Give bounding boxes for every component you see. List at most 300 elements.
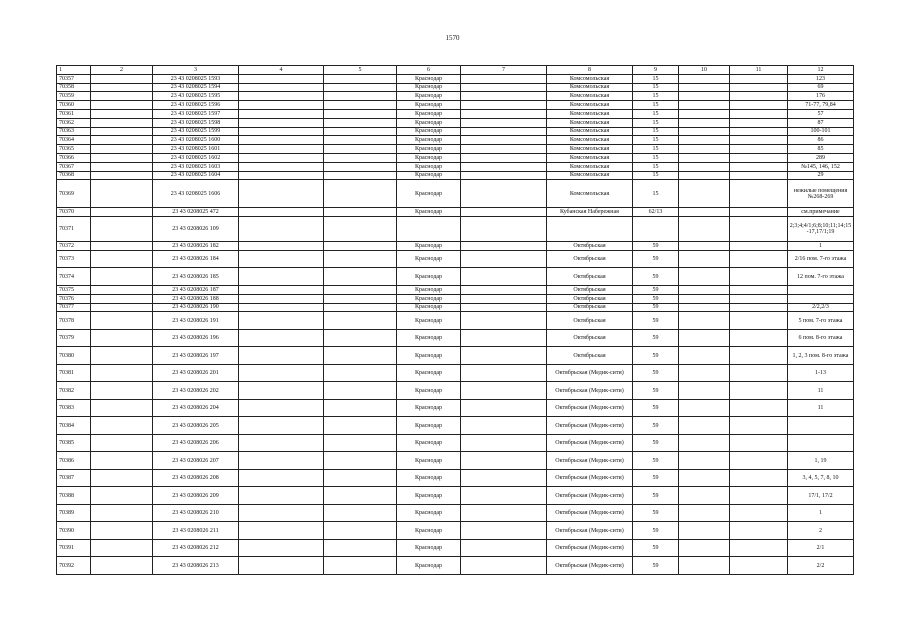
table-cell bbox=[239, 434, 324, 452]
register-table bbox=[56, 65, 854, 575]
table-cell bbox=[679, 364, 730, 382]
table-cell bbox=[461, 452, 547, 470]
table-cell bbox=[239, 417, 324, 435]
table-cell bbox=[324, 452, 397, 470]
table-cell: Краснодар bbox=[397, 101, 461, 110]
table-cell bbox=[397, 217, 461, 242]
table-cell: 23 43 0208026 187 bbox=[153, 285, 239, 294]
table-cell bbox=[730, 434, 788, 452]
table-cell: 29 bbox=[788, 171, 854, 180]
table-cell bbox=[91, 109, 153, 118]
table-cell bbox=[730, 452, 788, 470]
table-cell: 15 bbox=[633, 83, 679, 92]
table-cell: 15 bbox=[633, 180, 679, 208]
table-cell bbox=[91, 136, 153, 145]
table-cell: 59 bbox=[633, 452, 679, 470]
table-cell bbox=[679, 539, 730, 557]
table-cell bbox=[324, 217, 397, 242]
table-cell: 23 43 0208026 184 bbox=[153, 250, 239, 268]
table-cell bbox=[91, 83, 153, 92]
table-cell bbox=[324, 329, 397, 347]
table-cell: 59 bbox=[633, 539, 679, 557]
table-cell bbox=[239, 153, 324, 162]
table-cell: 70364 bbox=[57, 136, 91, 145]
table-cell: 289 bbox=[788, 153, 854, 162]
table-cell bbox=[730, 268, 788, 286]
table-cell bbox=[730, 74, 788, 83]
table-cell bbox=[461, 109, 547, 118]
table-cell bbox=[679, 522, 730, 540]
table-row bbox=[57, 312, 854, 330]
table-cell bbox=[461, 136, 547, 145]
table-cell bbox=[679, 294, 730, 303]
table-cell: 59 bbox=[633, 504, 679, 522]
table-cell: 70374 bbox=[57, 268, 91, 286]
table-cell: Комсомольская bbox=[547, 180, 633, 208]
table-cell: 70379 bbox=[57, 329, 91, 347]
table-cell: Комсомольская bbox=[547, 162, 633, 171]
table-cell: 59 bbox=[633, 303, 679, 312]
table-row bbox=[57, 162, 854, 171]
table-cell: Краснодар bbox=[397, 285, 461, 294]
table-cell bbox=[91, 382, 153, 400]
table-cell: Комсомольская bbox=[547, 145, 633, 154]
table-cell: Краснодар bbox=[397, 242, 461, 251]
table-row bbox=[57, 294, 854, 303]
table-cell bbox=[324, 83, 397, 92]
table-cell bbox=[461, 180, 547, 208]
table-row bbox=[57, 364, 854, 382]
table-row bbox=[57, 136, 854, 145]
table-cell: 2 bbox=[788, 522, 854, 540]
table-cell bbox=[91, 417, 153, 435]
table-row bbox=[57, 382, 854, 400]
table-cell: Октябрьская bbox=[547, 250, 633, 268]
table-cell: 70388 bbox=[57, 487, 91, 505]
table-cell bbox=[324, 504, 397, 522]
table-cell: 59 bbox=[633, 364, 679, 382]
table-cell bbox=[461, 382, 547, 400]
table-cell bbox=[461, 171, 547, 180]
table-cell bbox=[324, 136, 397, 145]
table-cell bbox=[324, 101, 397, 110]
table-cell bbox=[324, 469, 397, 487]
table-cell bbox=[679, 83, 730, 92]
table-row bbox=[57, 417, 854, 435]
table-cell: 70360 bbox=[57, 101, 91, 110]
table-cell bbox=[239, 364, 324, 382]
table-cell: Комсомольская bbox=[547, 171, 633, 180]
table-cell bbox=[679, 127, 730, 136]
table-row bbox=[57, 347, 854, 365]
table-cell: 3, 4, 5, 7, 8, 10 bbox=[788, 469, 854, 487]
table-cell bbox=[239, 136, 324, 145]
table-cell bbox=[730, 522, 788, 540]
column-header: 3 bbox=[153, 66, 239, 75]
table-cell: Краснодар bbox=[397, 92, 461, 101]
table-cell bbox=[239, 399, 324, 417]
table-cell: 70370 bbox=[57, 208, 91, 217]
table-cell: Октябрьская (Медик-сити) bbox=[547, 452, 633, 470]
table-cell: 23 43 0208026 190 bbox=[153, 303, 239, 312]
table-cell bbox=[239, 208, 324, 217]
table-cell bbox=[679, 217, 730, 242]
table-cell bbox=[679, 399, 730, 417]
table-cell: 59 bbox=[633, 522, 679, 540]
table-cell bbox=[730, 92, 788, 101]
table-cell bbox=[730, 136, 788, 145]
table-cell bbox=[788, 285, 854, 294]
table-cell bbox=[324, 250, 397, 268]
table-cell: Краснодар bbox=[397, 153, 461, 162]
table-row bbox=[57, 504, 854, 522]
table-cell bbox=[239, 539, 324, 557]
table-row bbox=[57, 268, 854, 286]
table-cell: 23 43 0208025 1604 bbox=[153, 171, 239, 180]
table-cell: Краснодар bbox=[397, 171, 461, 180]
table-cell bbox=[461, 118, 547, 127]
table-cell: 23 43 0208026 197 bbox=[153, 347, 239, 365]
table-cell bbox=[239, 101, 324, 110]
table-cell bbox=[239, 285, 324, 294]
table-cell: 23 43 0208026 109 bbox=[153, 217, 239, 242]
table-cell bbox=[461, 329, 547, 347]
table-cell: 85 bbox=[788, 145, 854, 154]
table-cell bbox=[461, 347, 547, 365]
table-cell bbox=[324, 364, 397, 382]
table-cell: 87 bbox=[788, 118, 854, 127]
table-cell: 62/13 bbox=[633, 208, 679, 217]
table-cell: 23 43 0208025 1606 bbox=[153, 180, 239, 208]
column-header: 1 bbox=[57, 66, 91, 75]
table-cell bbox=[679, 162, 730, 171]
table-cell bbox=[679, 208, 730, 217]
table-cell: 59 bbox=[633, 250, 679, 268]
table-cell: 23 43 0208026 204 bbox=[153, 399, 239, 417]
table-cell: 2;3;4;4/1;6;8;10;11;14;15-17,17/1;19 bbox=[788, 217, 854, 242]
table-cell bbox=[547, 217, 633, 242]
table-cell: 59 bbox=[633, 469, 679, 487]
table-cell bbox=[91, 434, 153, 452]
table-cell bbox=[730, 101, 788, 110]
table-cell bbox=[461, 487, 547, 505]
table-cell: Комсомольская bbox=[547, 118, 633, 127]
table-cell: 23 43 0208025 1594 bbox=[153, 83, 239, 92]
table-cell: Краснодар bbox=[397, 208, 461, 217]
table-cell: Октябрьская bbox=[547, 329, 633, 347]
table-cell bbox=[730, 294, 788, 303]
column-header: 12 bbox=[788, 66, 854, 75]
table-cell: 23 43 0208026 201 bbox=[153, 364, 239, 382]
table-cell bbox=[239, 504, 324, 522]
table-cell bbox=[239, 382, 324, 400]
table-cell: Комсомольская bbox=[547, 153, 633, 162]
table-cell bbox=[91, 171, 153, 180]
table-cell: 176 bbox=[788, 92, 854, 101]
table-cell: 70362 bbox=[57, 118, 91, 127]
table-cell bbox=[679, 469, 730, 487]
table-cell bbox=[730, 329, 788, 347]
table-cell: 12 пом. 7-го этажа bbox=[788, 268, 854, 286]
table-cell bbox=[324, 162, 397, 171]
table-cell: 23 43 0208026 206 bbox=[153, 434, 239, 452]
table-cell bbox=[679, 452, 730, 470]
table-cell: 70391 bbox=[57, 539, 91, 557]
table-cell: 15 bbox=[633, 153, 679, 162]
column-header: 9 bbox=[633, 66, 679, 75]
table-cell bbox=[730, 118, 788, 127]
table-cell: 70383 bbox=[57, 399, 91, 417]
table-cell: 1 bbox=[788, 504, 854, 522]
table-cell bbox=[679, 118, 730, 127]
table-cell bbox=[324, 294, 397, 303]
table-cell bbox=[239, 162, 324, 171]
table-cell bbox=[461, 208, 547, 217]
table-cell bbox=[324, 487, 397, 505]
table-cell bbox=[239, 250, 324, 268]
table-cell bbox=[788, 417, 854, 435]
column-header: 6 bbox=[397, 66, 461, 75]
table-cell bbox=[679, 109, 730, 118]
table-cell bbox=[91, 208, 153, 217]
table-cell bbox=[633, 217, 679, 242]
table-cell: 23 43 0208026 208 bbox=[153, 469, 239, 487]
table-cell: 59 bbox=[633, 399, 679, 417]
table-cell: 2/16 пом. 7-го этажа bbox=[788, 250, 854, 268]
table-cell bbox=[730, 127, 788, 136]
table-cell bbox=[730, 285, 788, 294]
table-cell bbox=[239, 83, 324, 92]
table-row bbox=[57, 434, 854, 452]
table-cell bbox=[461, 242, 547, 251]
table-cell: 70392 bbox=[57, 557, 91, 575]
table-cell bbox=[324, 557, 397, 575]
table-cell: Краснодар bbox=[397, 434, 461, 452]
table-cell bbox=[91, 180, 153, 208]
table-cell: Краснодар bbox=[397, 294, 461, 303]
table-cell bbox=[679, 145, 730, 154]
table-cell: 59 bbox=[633, 242, 679, 251]
table-row bbox=[57, 303, 854, 312]
table-cell bbox=[324, 145, 397, 154]
header-row bbox=[57, 66, 854, 75]
table-cell bbox=[461, 162, 547, 171]
table-cell bbox=[91, 250, 153, 268]
table-cell: Комсомольская bbox=[547, 136, 633, 145]
table-cell bbox=[239, 452, 324, 470]
table-cell bbox=[679, 329, 730, 347]
table-cell: нежилые помещения №268-269 bbox=[788, 180, 854, 208]
table-cell bbox=[324, 180, 397, 208]
table-cell: 15 bbox=[633, 92, 679, 101]
table-cell bbox=[91, 74, 153, 83]
table-cell: Краснодар bbox=[397, 487, 461, 505]
table-cell bbox=[679, 487, 730, 505]
table-cell bbox=[91, 153, 153, 162]
table-cell bbox=[461, 417, 547, 435]
table-cell bbox=[239, 109, 324, 118]
table-cell bbox=[730, 153, 788, 162]
table-cell bbox=[730, 208, 788, 217]
table-cell: 11 bbox=[788, 382, 854, 400]
table-cell bbox=[730, 242, 788, 251]
column-header: 4 bbox=[239, 66, 324, 75]
table-row bbox=[57, 487, 854, 505]
table-cell: 23 43 0208025 1593 bbox=[153, 74, 239, 83]
table-cell bbox=[730, 364, 788, 382]
table-cell bbox=[461, 92, 547, 101]
table-row bbox=[57, 109, 854, 118]
table-cell bbox=[91, 329, 153, 347]
table-cell bbox=[461, 294, 547, 303]
column-header: 2 bbox=[91, 66, 153, 75]
table-cell: 70358 bbox=[57, 83, 91, 92]
table-cell: 6 пом. 8-го этажа bbox=[788, 329, 854, 347]
table-cell bbox=[679, 153, 730, 162]
table-cell: 59 bbox=[633, 382, 679, 400]
table-cell: Комсомольская bbox=[547, 127, 633, 136]
table-cell: 69 bbox=[788, 83, 854, 92]
table-cell bbox=[730, 83, 788, 92]
table-cell: 70387 bbox=[57, 469, 91, 487]
table-cell bbox=[730, 312, 788, 330]
page-number: 1570 bbox=[445, 34, 460, 42]
table-cell bbox=[324, 242, 397, 251]
table-cell: 2/2,2/3 bbox=[788, 303, 854, 312]
table-cell: Кубанская Набережная bbox=[547, 208, 633, 217]
table-cell: 70359 bbox=[57, 92, 91, 101]
table-cell bbox=[239, 303, 324, 312]
table-cell bbox=[679, 557, 730, 575]
table-cell bbox=[730, 382, 788, 400]
table-cell: 86 bbox=[788, 136, 854, 145]
table-cell: Краснодар bbox=[397, 83, 461, 92]
table-cell: 11 bbox=[788, 399, 854, 417]
table-cell: Краснодар bbox=[397, 382, 461, 400]
table-cell bbox=[461, 557, 547, 575]
table-cell bbox=[679, 268, 730, 286]
table-cell: 15 bbox=[633, 136, 679, 145]
table-cell: 70365 bbox=[57, 145, 91, 154]
table-cell bbox=[679, 312, 730, 330]
table-cell: 23 43 0208026 191 bbox=[153, 312, 239, 330]
table-cell bbox=[461, 83, 547, 92]
table-row bbox=[57, 171, 854, 180]
table-cell bbox=[679, 417, 730, 435]
table-cell: Краснодар bbox=[397, 329, 461, 347]
table-cell: Октябрьская (Медик-сити) bbox=[547, 539, 633, 557]
table-cell bbox=[324, 434, 397, 452]
table-cell: Октябрьская bbox=[547, 268, 633, 286]
table-cell: 23 43 0208025 1595 bbox=[153, 92, 239, 101]
table-cell: 15 bbox=[633, 171, 679, 180]
table-cell: 23 43 0208025 1597 bbox=[153, 109, 239, 118]
table-cell: 23 43 0208025 1599 bbox=[153, 127, 239, 136]
table-cell bbox=[239, 347, 324, 365]
table-cell bbox=[730, 557, 788, 575]
table-cell: 23 43 0208026 202 bbox=[153, 382, 239, 400]
table-cell: 17/1, 17/2 bbox=[788, 487, 854, 505]
table-cell bbox=[730, 217, 788, 242]
table-cell bbox=[239, 180, 324, 208]
table-cell bbox=[679, 101, 730, 110]
table-cell bbox=[461, 101, 547, 110]
table-cell bbox=[730, 145, 788, 154]
table-cell: Краснодар bbox=[397, 452, 461, 470]
table-cell: Краснодар bbox=[397, 109, 461, 118]
table-cell: 23 43 0208026 207 bbox=[153, 452, 239, 470]
table-cell: Краснодар bbox=[397, 303, 461, 312]
table-cell: 100-101 bbox=[788, 127, 854, 136]
table-cell bbox=[239, 469, 324, 487]
table-cell: Октябрьская bbox=[547, 294, 633, 303]
table-cell: 70375 bbox=[57, 285, 91, 294]
table-cell: 59 bbox=[633, 417, 679, 435]
table-cell bbox=[239, 118, 324, 127]
table-row bbox=[57, 127, 854, 136]
table-cell: 15 bbox=[633, 101, 679, 110]
table-cell: Краснодар bbox=[397, 539, 461, 557]
table-cell bbox=[461, 434, 547, 452]
table-cell bbox=[461, 399, 547, 417]
table-cell: 70373 bbox=[57, 250, 91, 268]
table-cell: 70385 bbox=[57, 434, 91, 452]
table-cell bbox=[679, 382, 730, 400]
table-cell bbox=[91, 504, 153, 522]
column-header: 5 bbox=[324, 66, 397, 75]
table-cell bbox=[730, 180, 788, 208]
table-cell: 70361 bbox=[57, 109, 91, 118]
table-cell: Октябрьская (Медик-сити) bbox=[547, 469, 633, 487]
table-cell: 70376 bbox=[57, 294, 91, 303]
table-cell: Комсомольская bbox=[547, 101, 633, 110]
table-row bbox=[57, 557, 854, 575]
table-row bbox=[57, 180, 854, 208]
table-cell bbox=[461, 469, 547, 487]
table-cell bbox=[679, 434, 730, 452]
table-cell bbox=[324, 153, 397, 162]
table-cell: Комсомольская bbox=[547, 83, 633, 92]
table-cell: Краснодар bbox=[397, 162, 461, 171]
table-cell: Краснодар bbox=[397, 268, 461, 286]
table-cell bbox=[324, 417, 397, 435]
table-cell: Краснодар bbox=[397, 469, 461, 487]
table-cell bbox=[91, 294, 153, 303]
table-cell bbox=[91, 145, 153, 154]
table-cell bbox=[239, 92, 324, 101]
table-row bbox=[57, 118, 854, 127]
table-row bbox=[57, 83, 854, 92]
table-cell: 70368 bbox=[57, 171, 91, 180]
table-cell bbox=[679, 250, 730, 268]
table-cell: 59 bbox=[633, 557, 679, 575]
table-cell bbox=[239, 522, 324, 540]
table-cell: 70377 bbox=[57, 303, 91, 312]
table-cell bbox=[730, 162, 788, 171]
table-cell: 23 43 0208026 212 bbox=[153, 539, 239, 557]
table-cell bbox=[239, 294, 324, 303]
table-cell bbox=[91, 539, 153, 557]
table-cell bbox=[461, 250, 547, 268]
table-cell bbox=[239, 74, 324, 83]
table-cell bbox=[461, 145, 547, 154]
table-cell: 70378 bbox=[57, 312, 91, 330]
table-cell: 70384 bbox=[57, 417, 91, 435]
table-cell: 70382 bbox=[57, 382, 91, 400]
table-cell bbox=[91, 399, 153, 417]
table-cell bbox=[461, 539, 547, 557]
table-row bbox=[57, 153, 854, 162]
